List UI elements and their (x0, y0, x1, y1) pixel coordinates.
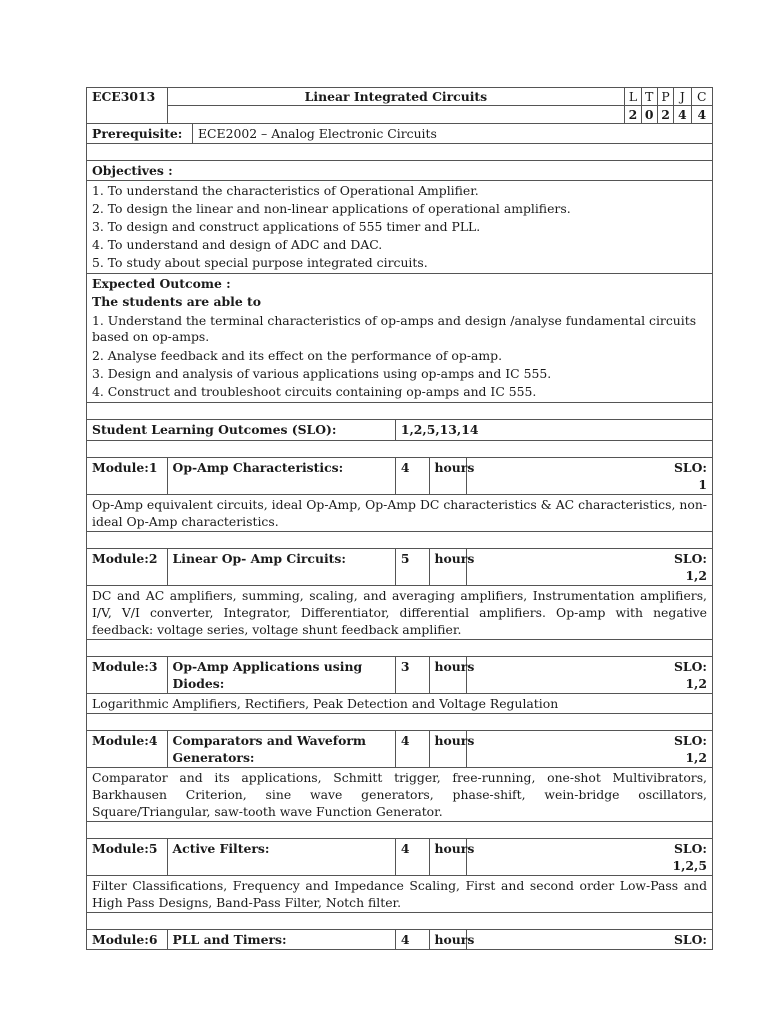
outcome-heading: Expected Outcome : (92, 276, 231, 291)
module-hours-label: hours (429, 458, 467, 495)
module-slo-value: 1,2,5 (672, 858, 707, 873)
module-title: Op-Amp Characteristics: (167, 458, 395, 495)
module-row (87, 731, 713, 768)
module-hours: 5 (395, 549, 429, 586)
module-hours-label: hours (429, 657, 467, 694)
module-hours: 4 (395, 839, 429, 876)
module-slo-label: SLO: (673, 841, 707, 856)
module-content: Filter Classifications, Frequency and Impedance Scaling, First and second order Low-Pass and High Pass Designs, Band-Pass Filter, Notch filter. (87, 876, 713, 913)
ltpjc-value-l: 2 (625, 106, 641, 124)
module-label: Module:6 (87, 930, 168, 950)
outcome-item: 1. Understand the terminal characteristics of op-amps and design /analyse fundamental circuits based on op-amps. (92, 313, 697, 344)
course-code: ECE3013 (87, 88, 168, 124)
ltpjc-label-p: P (657, 88, 673, 106)
module-label: Module:5 (87, 839, 168, 876)
module-row (87, 839, 713, 876)
objectives-heading-row (87, 161, 713, 181)
module-content: Logarithmic Amplifiers, Rectifiers, Peak Detection and Voltage Regulation (87, 694, 713, 714)
course-title: Linear Integrated Circuits (167, 88, 625, 106)
module-content: DC and AC amplifiers, summing, scaling, and averaging amplifiers, Instrumentation amplifiers, I/V, V/I converter, Integrator, Differentiator, differential amplifiers. Op-amp with negative feedback: voltage series, voltage shunt feedback amplifier. (87, 586, 713, 640)
ltpjc-label-t: T (641, 88, 657, 106)
module-title: Active Filters: (167, 839, 395, 876)
ltpjc-values-row (87, 106, 713, 124)
outcome-item: 3. Design and analysis of various applications using op-amps and IC 555. (92, 366, 552, 381)
module-label: Module:2 (87, 549, 168, 586)
ltpjc-label-j: J (674, 88, 691, 106)
module-slo-label: SLO: (673, 932, 707, 947)
module-title: Linear Op- Amp Circuits: (167, 549, 395, 586)
module-row (87, 549, 713, 586)
spacer-row (87, 441, 713, 458)
prerequisite-row (87, 124, 713, 144)
objectives-heading: Objectives : (87, 161, 713, 181)
module-slo-label: SLO: (673, 659, 707, 674)
ltpjc-label-c: C (691, 88, 713, 106)
course-header-row (87, 88, 713, 106)
module-content-row (87, 768, 713, 822)
module-hours-label: hours (429, 731, 467, 768)
module-hours: 4 (395, 930, 429, 950)
module-content-row (87, 694, 713, 714)
objective-item: 1. To understand the characteristics of Operational Amplifier. (92, 183, 479, 198)
spacer-row (87, 144, 713, 161)
module-row (87, 657, 713, 694)
expected-outcome (87, 274, 713, 403)
module-title: PLL and Timers: (167, 930, 395, 950)
module-hours: 4 (395, 458, 429, 495)
module-label: Module:4 (87, 731, 168, 768)
objectives-list (87, 181, 713, 274)
slo-value: 1,2,5,13,14 (395, 420, 712, 441)
objective-item: 4. To understand and design of ADC and DAC. (92, 237, 383, 252)
spacer-row (87, 640, 713, 657)
module-hours-label: hours (429, 549, 467, 586)
module-slo (467, 458, 713, 495)
module-slo-value: 1 (698, 477, 707, 492)
module-slo-label: SLO: (673, 733, 707, 748)
prerequisite-value: ECE2002 – Analog Electronic Circuits (193, 124, 713, 144)
outcome-subheading: The students are able to (92, 294, 262, 309)
module-label: Module:1 (87, 458, 168, 495)
module-title: Comparators and Waveform Generators: (167, 731, 395, 768)
ltpjc-value-j: 4 (674, 106, 691, 124)
module-content-row (87, 495, 713, 532)
spacer-row (87, 403, 713, 420)
module-slo-value: 1,2 (685, 750, 707, 765)
prerequisite-label: Prerequisite: (87, 124, 193, 144)
module-row (87, 458, 713, 495)
module-slo-value: 1,2 (685, 676, 707, 691)
module-hours-label: hours (429, 839, 467, 876)
outcome-row (87, 274, 713, 403)
module-label: Module:3 (87, 657, 168, 694)
objective-item: 2. To design the linear and non-linear applications of operational amplifiers. (92, 201, 571, 216)
module-row (87, 930, 713, 950)
module-slo-label: SLO: (673, 460, 707, 475)
syllabus-sheet (86, 87, 713, 950)
module-hours: 4 (395, 731, 429, 768)
slo-label: Student Learning Outcomes (SLO): (87, 420, 396, 441)
slo-row (87, 420, 713, 441)
module-content: Comparator and its applications, Schmitt trigger, free-running, one-shot Multivibrators, Barkhausen Criterion, sine wave generators, phase-shift, wein-bridge oscillators, Square/Triangular, saw-tooth wave Function Generator. (87, 768, 713, 822)
module-slo-value: 1,2 (685, 568, 707, 583)
ltpjc-label-l: L (625, 88, 641, 106)
outcome-item: 4. Construct and troubleshoot circuits containing op-amps and IC 555. (92, 384, 537, 399)
module-content: Op-Amp equivalent circuits, ideal Op-Amp, Op-Amp DC characteristics & AC characteristics, non-ideal Op-Amp characteristics. (87, 495, 713, 532)
module-hours-label: hours (429, 930, 467, 950)
module-slo (467, 930, 713, 950)
module-title: Op-Amp Applications using Diodes: (167, 657, 395, 694)
objective-item: 3. To design and construct applications of 555 timer and PLL. (92, 219, 481, 234)
module-slo-label: SLO: (673, 551, 707, 566)
spacer-row (87, 532, 713, 549)
syllabus-table (86, 87, 713, 950)
objectives-row (87, 181, 713, 274)
module-slo (467, 839, 713, 876)
module-slo (467, 731, 713, 768)
module-slo (467, 657, 713, 694)
spacer-row (87, 822, 713, 839)
module-slo (467, 549, 713, 586)
ltpjc-value-p: 2 (657, 106, 673, 124)
ltpjc-value-c: 4 (691, 106, 713, 124)
outcome-item: 2. Analyse feedback and its effect on the performance of op-amp. (92, 348, 503, 363)
module-content-row (87, 586, 713, 640)
objective-item: 5. To study about special purpose integrated circuits. (92, 255, 428, 270)
module-hours: 3 (395, 657, 429, 694)
spacer-row (87, 714, 713, 731)
ltpjc-value-t: 0 (641, 106, 657, 124)
module-content-row (87, 876, 713, 913)
spacer-row (87, 913, 713, 930)
title-blank-cell (167, 106, 625, 124)
